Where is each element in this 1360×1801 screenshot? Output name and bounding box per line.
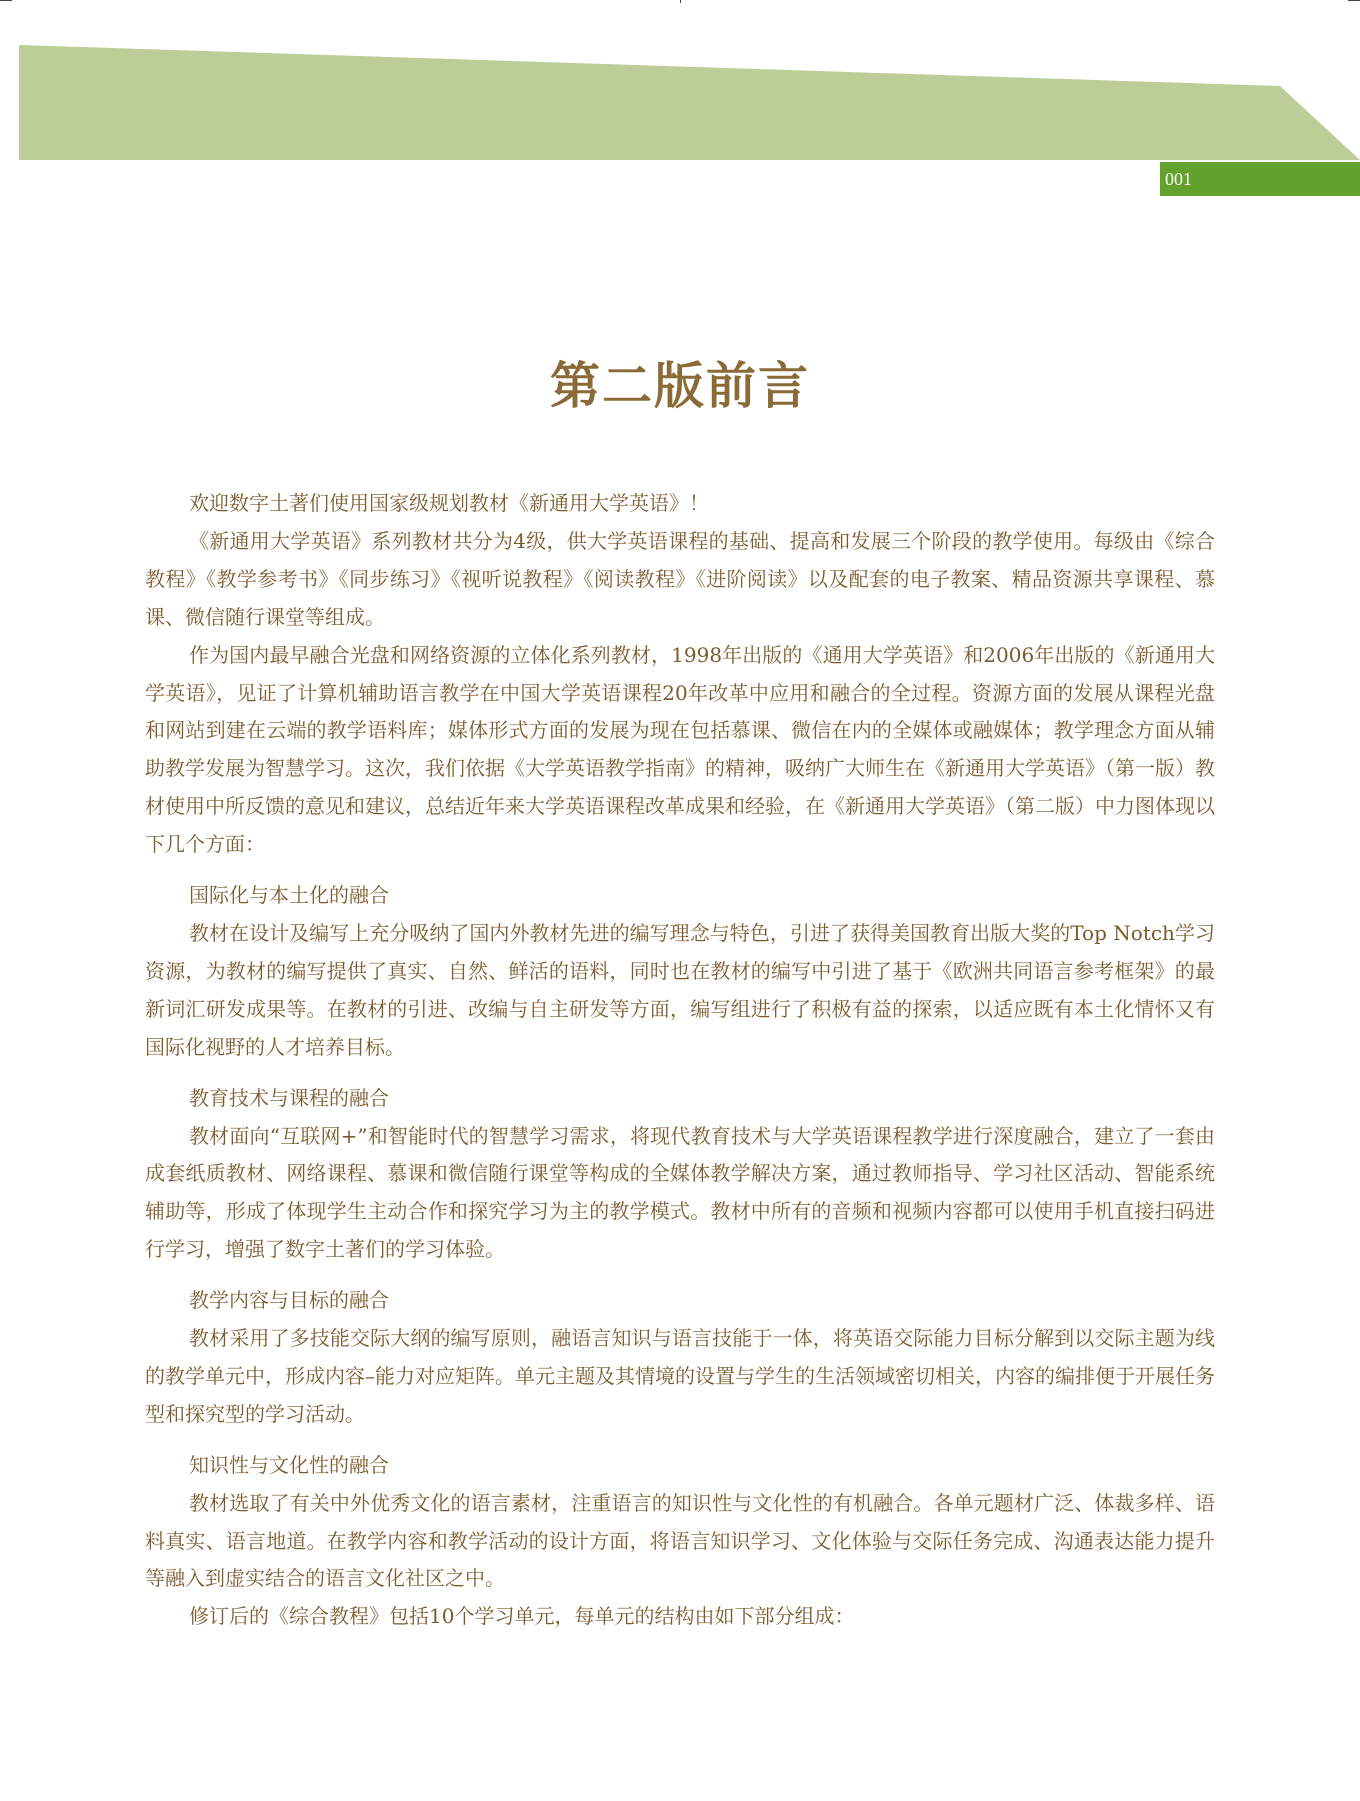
header-banner-shape	[19, 45, 1360, 160]
paragraph: 作为国内最早融合光盘和网络资源的立体化系列教材，1998年出版的《通用大学英语》和2006年出版的《新通用大学英语》，见证了计算机辅助语言教学在中国大学英语课程20年改革中应用和融合的全过程。资源方面的发展从课程光盘和网站到建在云端的教学语料库；媒体形式方面的发展为现在包括慕课、微信在内的全媒体或融媒体；教学理念方面从辅助教学发展为智慧学习。这次，我们依据《大学英语教学指南》的精神，吸纳广大师生在《新通用大学英语》（第一版）教材使用中所反馈的意见和建议，总结近年来大学英语课程改革成果和经验，在《新通用大学英语》（第二版）中力图体现以下几个方面：	[145, 642, 1215, 857]
header-banner	[0, 0, 1360, 200]
section-paragraph: 教材采用了多技能交际大纲的编写原则，融语言知识与语言技能于一体，将英语交际能力目标分解到以交际主题为线的教学单元中，形成内容–能力对应矩阵。单元主题及其情境的设置与学生的生活领域密切相关，内容的编排便于开展任务型和探究型的学习活动。	[145, 1326, 1215, 1426]
closing-paragraph: 修订后的《综合教程》包括10个学习单元，每单元的结构由如下部分组成：	[189, 1604, 855, 1629]
section-paragraph: 教材面向“互联网+”和智能时代的智慧学习需求，将现代教育技术与大学英语课程教学进行深度融合，建立了一套由成套纸质教材、网络课程、慕课和微信随行课堂等构成的全媒体教学解决方案，通过教师指导、学习社区活动、智能系统辅助等，形成了体现学生主动合作和探究学习为主的教学模式。教材中所有的音频和视频内容都可以使用手机直接扫码进行学习，增强了数字土著们的学习体验。	[145, 1123, 1215, 1262]
section-heading: 国际化与本土化的融合	[189, 883, 389, 908]
section-heading: 教育技术与课程的融合	[189, 1085, 389, 1110]
crop-mark	[1348, 0, 1360, 1]
paragraph: 《新通用大学英语》系列教材共分为4级，供大学英语课程的基础、提高和发展三个阶段的教学使用。每级由《综合教程》《教学参考书》《同步练习》《视听说教程》《阅读教程》《进阶阅读》以及配套的电子教案、精品资源共享课程、慕课、微信随行课堂等组成。	[145, 528, 1215, 629]
crop-mark	[0, 0, 12, 1]
page-number: 001	[1160, 162, 1360, 196]
section-heading: 知识性与文化性的融合	[189, 1452, 389, 1477]
crop-mark	[680, 0, 681, 3]
preface-body	[145, 485, 1215, 1636]
section-paragraph: 教材在设计及编写上充分吸纳了国内外教材先进的编写理念与特色，引进了获得美国教育出版大奖的Top Notch学习资源，为教材的编写提供了真实、自然、鲜活的语料，同时也在教材的编写中引进了基于《欧洲共同语言参考框架》的最新词汇研发成果等。在教材的引进、改编与自主研发等方面，编写组进行了积极有益的探索，以适应既有本土化情怀又有国际化视野的人才培养目标。	[145, 920, 1215, 1059]
page-title: 第二版前言	[550, 356, 810, 415]
paragraph: 欢迎数字土著们使用国家级规划教材《新通用大学英语》！	[189, 491, 709, 515]
section-paragraph: 教材选取了有关中外优秀文化的语言素材，注重语言的知识性与文化性的有机融合。各单元题材广泛、体裁多样、语料真实、语言地道。在教学内容和教学活动的设计方面，将语言知识学习、文化体验与交际任务完成、沟通表达能力提升等融入到虚实结合的语言文化社区之中。	[145, 1490, 1215, 1591]
section-heading: 教学内容与目标的融合	[189, 1288, 389, 1313]
